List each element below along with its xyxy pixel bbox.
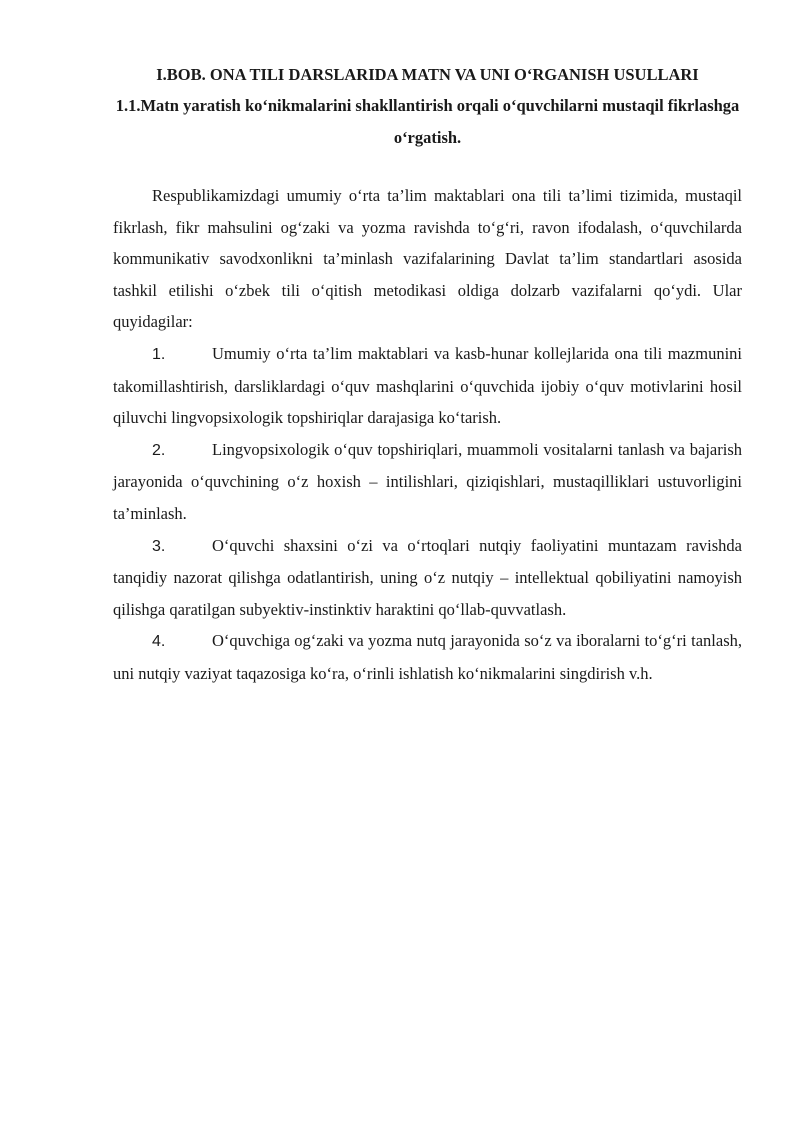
list-item-number: 2.: [152, 441, 166, 459]
list-item: [113, 625, 742, 689]
list-item-text: O‘quvchiga og‘zaki va yozma nutq jarayonida so‘z va iboralarni to‘g‘ri tanlash, uni nutqiy vaziyat taqazosiga ko‘ra, o‘rinli ishlatish ko‘nikmalarini singdirish v.h.: [113, 631, 742, 683]
list-item-text: Lingvopsixologik o‘quv topshiriqlari, muammoli vositalarni tanlash va bajarish jarayonida o‘quvchining o‘z hoxish – intilishlari, qiziqishlari, mustaqilliklari ustuvorligini ta’minlash.: [113, 439, 742, 523]
list-item: [113, 434, 742, 530]
intro-paragraph: Respublikamizdagi umumiy o‘rta ta’lim maktablari ona tili ta’limi tizimida, mustaqil fikrlash, fikr mahsulini og‘zaki va yozma ravishda to‘g‘ri, ravon ifodalash, o‘quvchilarda kommunikativ savodxonlikni ta’minlash vazifalarining Davlat ta’lim standartlari asosida tashkil etilishi o‘zbek tili o‘qitish metodikasi oldiga dolzarb vazifalarni qo‘ydi. Ular quyidagilar:: [113, 186, 742, 332]
list-item-number: 4.: [152, 633, 166, 651]
document-body: [113, 180, 742, 690]
list-item-text: Umumiy o‘rta ta’lim maktablari va kasb-hunar kollejlarida ona tili mazmunini takomillashtirish, darsliklardagi o‘quv mashqlarini o‘quvchida ijobiy o‘quv motivlarini hosil qiluvchi lingvopsixologik topshiriqlar darajasiga ko‘tarish.: [113, 343, 742, 428]
list-item-number: 1.: [152, 345, 166, 363]
list-item-number: 3.: [152, 537, 166, 555]
list-item: [113, 530, 742, 626]
list-item-text: O‘quvchi shaxsini o‘zi va o‘rtoqlari nutqiy faoliyatini muntazam ravishda tanqidiy nazorat qilishga odatlantirish, uning o‘z nutqiy – intellektual qobiliyatini namoyish qilishga qaratilgan subyektiv-instinktiv haraktini qo‘llab-quvvatlash.: [113, 535, 742, 619]
section-title: 1.1.Matn yaratish ko‘nikmalarini shakllantirish orqali o‘quvchilarni mustaqil fikrlashga o‘rgatish.: [115, 96, 740, 147]
document-page: [113, 60, 742, 690]
list-item: [113, 338, 742, 434]
chapter-title: I.BOB. ONA TILI DARSLARIDA MATN VA UNI O‘RGANISH USULLARI: [156, 65, 699, 84]
